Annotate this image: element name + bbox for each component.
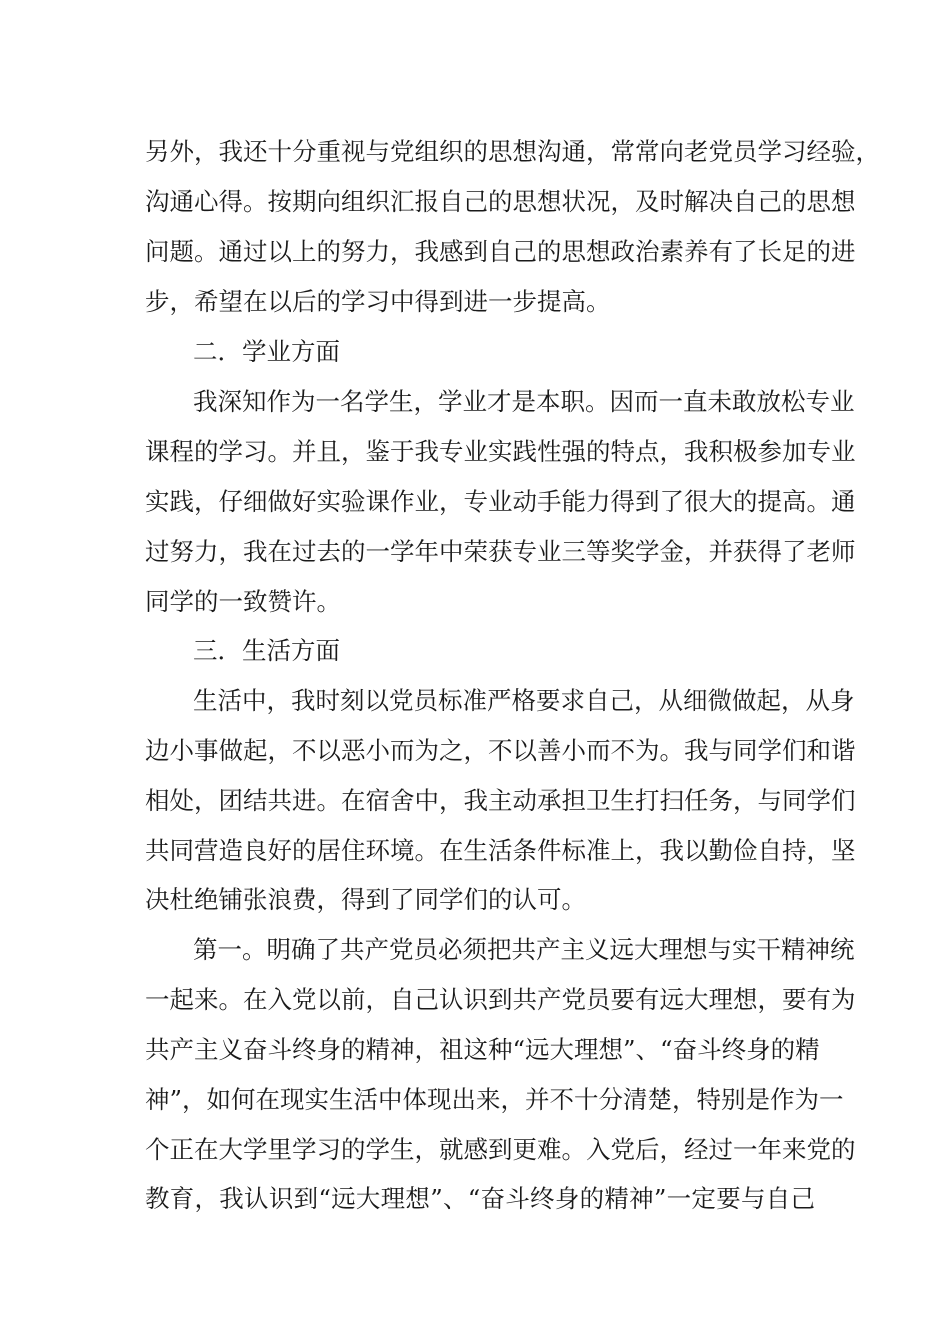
text-line-10: 同学的一致赞许。: [145, 587, 341, 616]
text-line-3: 问题。通过以上的努力，我感到自己的思想政治素养有了长足的进: [145, 237, 856, 266]
text-line-14: 相处，团结共进。在宿舍中，我主动承担卫生打扫任务，与同学们: [145, 786, 856, 815]
text-line-4: 步，希望在以后的学习中得到进一步提高。: [145, 287, 611, 316]
text-line-15: 共同营造良好的居住环境。在生活条件标准上，我以勤俭自持，坚: [145, 836, 856, 865]
text-line-1: 另外，我还十分重视与党组织的思想沟通，常常向老党员学习经验，: [145, 137, 880, 166]
text-line-16: 决杜绝铺张浪费，得到了同学们的认可。: [145, 885, 586, 914]
text-line-19: 共产主义奋斗终身的精神，祖这种“远大理想”、“奋斗终身的精: [145, 1035, 820, 1064]
text-line-18: 一起来。在入党以前，自己认识到共产党员要有远大理想，要有为: [145, 985, 856, 1014]
text-line-17: 第一。明确了共产党员必须把共产主义远大理想与实干精神统: [193, 935, 855, 964]
text-line-6: 我深知作为一名学生，学业才是本职。因而一直未敢放松专业: [193, 387, 855, 416]
text-line-12: 生活中，我时刻以党员标准严格要求自己，从细微做起，从身: [193, 686, 855, 715]
text-line-20: 神”，如何在现实生活中体现出来，并不十分清楚，特别是作为一: [145, 1085, 844, 1114]
text-line-9: 过努力，我在过去的一学年中荣获专业三等奖学金，并获得了老师: [145, 537, 856, 566]
section-heading-life: 三．生活方面: [193, 636, 340, 665]
text-line-2: 沟通心得。按期向组织汇报自己的思想状况，及时解决自己的思想: [145, 187, 856, 216]
text-line-22: 教育，我认识到“远大理想”、“奋斗终身的精神”一定要与自己: [145, 1184, 815, 1213]
section-heading-academics: 二．学业方面: [193, 337, 340, 366]
text-line-13: 边小事做起，不以恶小而为之，不以善小而不为。我与同学们和谐: [145, 736, 856, 765]
text-line-7: 课程的学习。并且，鉴于我专业实践性强的特点，我积极参加专业: [145, 437, 856, 466]
text-line-21: 个正在大学里学习的学生，就感到更难。入党后，经过一年来党的: [145, 1135, 856, 1164]
text-line-8: 实践，仔细做好实验课作业，专业动手能力得到了很大的提高。通: [145, 487, 856, 516]
